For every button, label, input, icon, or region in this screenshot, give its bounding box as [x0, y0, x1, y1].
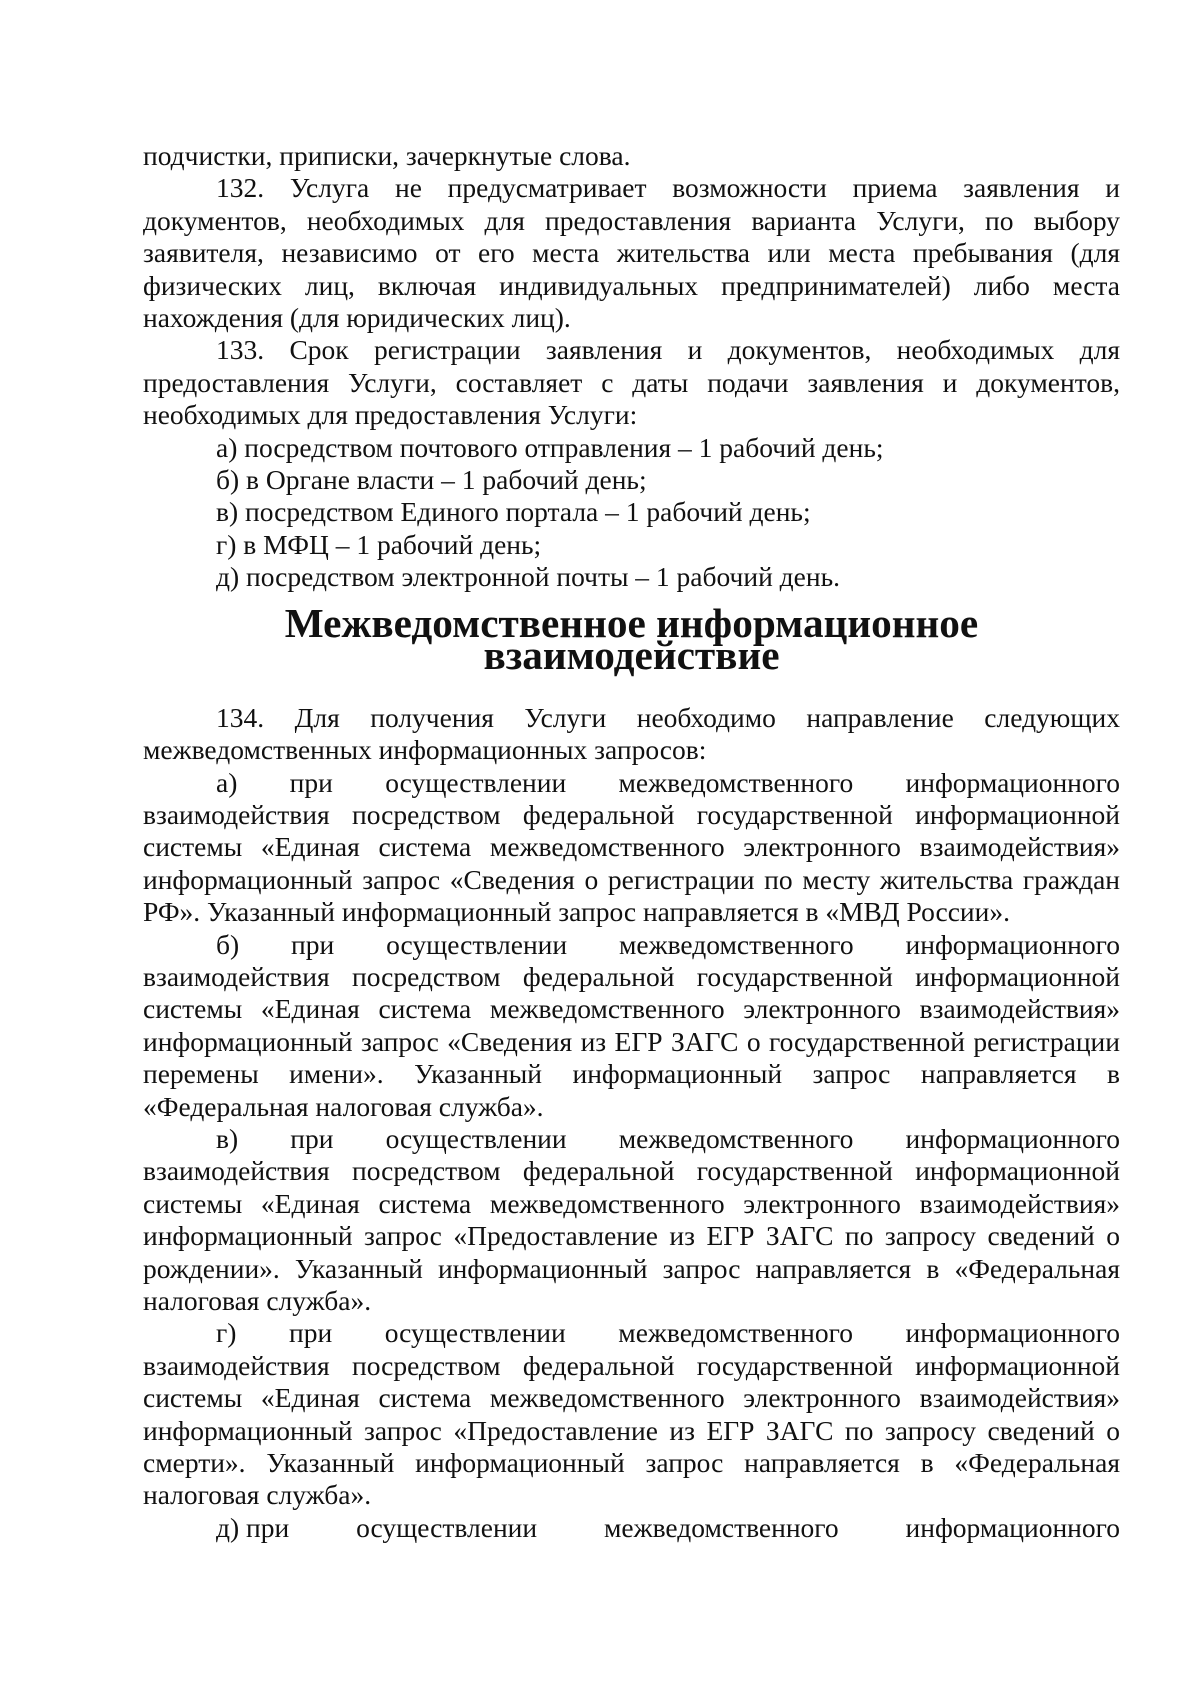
paragraph-134-a: а) при осуществлении межведомственного информационного взаимодействия посредством федеральной государственной информационной системы «Единая система межведомственного электронного взаимодействия» информационный запрос «Сведения о регистрации по месту жительства граждан РФ». Указанный информационный запрос направляется в «МВД России». [143, 766, 1120, 928]
list-item: д) посредством электронной почты – 1 рабочий день. [216, 561, 841, 593]
word: осуществлении [356, 1511, 538, 1543]
list-item: а) посредством почтового отправления – 1 рабочий день; [216, 431, 884, 463]
paragraph-134-g: г) при осуществлении межведомственного информационного взаимодействия посредством федеральной государственной информационной системы «Единая система межведомственного электронного взаимодействия» информационный запрос «Предоставление из ЕГР ЗАГС по запросу сведений о смерти». Указанный информационный запрос направляется в «Федеральная налоговая служба». [143, 1317, 1120, 1511]
document-page [143, 140, 1120, 1544]
paragraph-134-d-first-line [143, 1512, 1120, 1544]
paragraph-continuation: подчистки, приписки, зачеркнутые слова. [143, 140, 631, 171]
list-item: г) в МФЦ – 1 рабочий день; [216, 528, 542, 560]
paragraph-132: 132. Услуга не предусматривает возможности приема заявления и документов, необходимых для предоставления варианта Услуги, по выбору заявителя, независимо от его места жительства или места пребывания (для физических лиц, включая индивидуальных предпринимателей) либо места нахождения (для юридических лиц). [143, 172, 1120, 334]
paragraph-134: 134. Для получения Услуги необходимо направление следующих межведомственных информационных запросов: [143, 701, 1120, 766]
list-item: в) посредством Единого портала – 1 рабочий день; [216, 496, 811, 528]
list-item: б) в Органе власти – 1 рабочий день; [216, 464, 647, 496]
word: информационного [905, 1511, 1120, 1543]
paragraph-134-b: б) при осуществлении межведомственного информационного взаимодействия посредством федеральной государственной информационной системы «Единая система межведомственного электронного взаимодействия» информационный запрос «Сведения из ЕГР ЗАГС о государственной регистрации перемены имени». Указанный информационный запрос направляется в «Федеральная налоговая служба». [143, 928, 1120, 1122]
word: межведомственного [603, 1511, 839, 1543]
paragraph-134-v: в) при осуществлении межведомственного информационного взаимодействия посредством федеральной государственной информационной системы «Единая система межведомственного электронного взаимодействия» информационный запрос «Предоставление из ЕГР ЗАГС по запросу сведений о рождении». Указанный информационный запрос направляется в «Федеральная налоговая служба». [143, 1122, 1120, 1316]
section-heading: Межведомственное информационное взаимодействие [284, 599, 979, 678]
paragraph-133: 133. Срок регистрации заявления и документов, необходимых для предоставления Услуги, составляет с даты подачи заявления и документов, необходимых для предоставления Услуги: [143, 334, 1120, 431]
word: д) при [216, 1511, 290, 1543]
